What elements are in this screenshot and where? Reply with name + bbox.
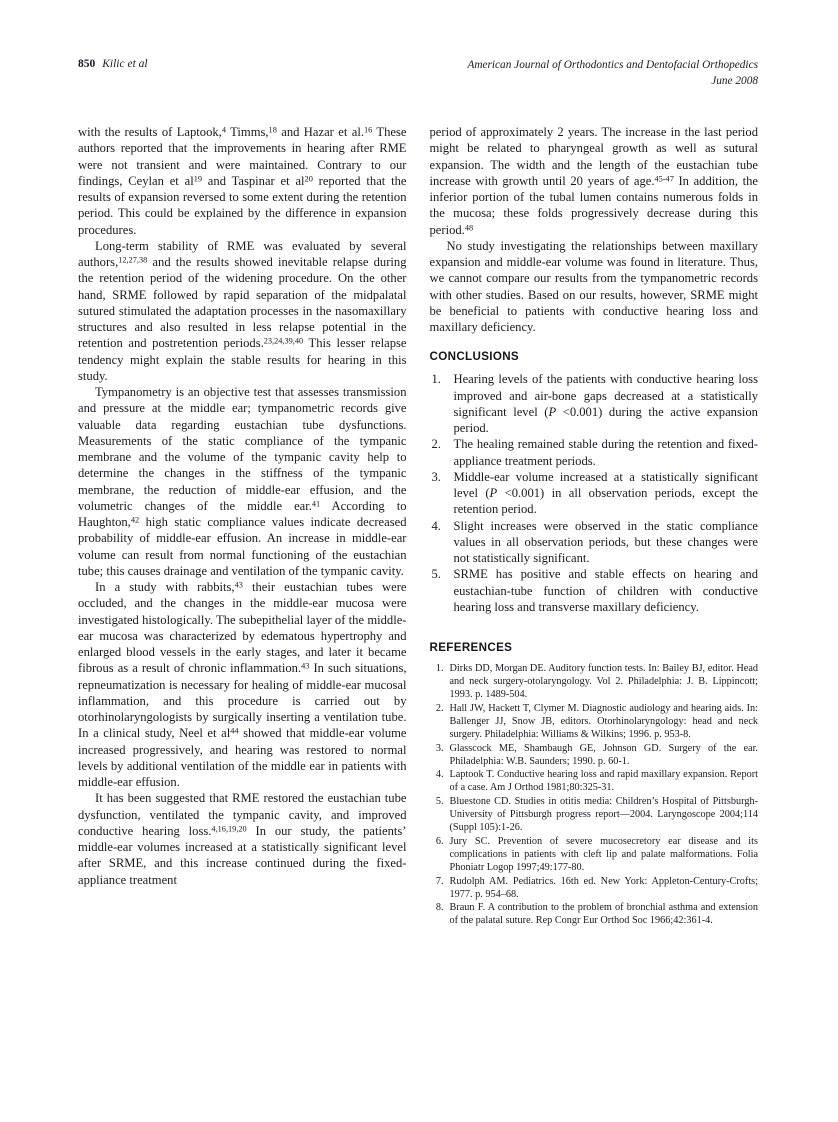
reference-text: Glasscock ME, Shambaugh GE, Johnson GD. Surgery of the ear. Philadelphia: W.B. Saunders; 1990. p. 60-1. (449, 742, 758, 767)
running-head-right (467, 58, 758, 89)
conclusion-number: 1. (431, 372, 441, 387)
references-heading: REFERENCES (429, 641, 513, 654)
reference-number: 1. (435, 663, 444, 674)
paragraph: In a study with rabbits,$^{43}$ their eustachian tubes were occluded, and the changes in the middle-ear mucosa were investigated histologically. The subepithelial layer of the middle-ear mucosa was characterized by edematous hypertrophy and enlarged blood vessels in the early stages, and later it became fibrous as a result of chronic inflammation.$^{43}$ In such situations, repneumatization is necessary for healing of middle-ear mucosal inflammation, and this procedure is carried out by otorhinolaryngologists by surgically inserting a ventilation tube. In a clinical study, Neel et $al^{44}$ showed that middle-ear volume increased progressively, and hearing was restored to normal levels by additional ventilation of the middle ear in patients with middle-ear effusion. (78, 580, 407, 789)
reference-text: Laptook T. Conductive hearing loss and rapid maxillary expansion. Report of a case. Am J Orthod 1981;80:325-31. (449, 769, 758, 794)
paragraph: Tympanometry is an objective test that assesses transmission and pressure at the middle ear; tympanometric records give valuable data regarding eustachian tube dysfunctions. Measurements of the static compliance of the tympanic membrane and the volume of the tympanic cavity help to determine the changes in the stiffness of the tympanic membrane, the reduction of middle-ear effusion, and the volumetric changes of the middle ear.$^{41}$ According to Haughton,$^{42}$ high static compliance values indicate decreased probability of middle-ear effusion. An increase in middle-ear volume can result from normal functioning of the eustachian tube; this causes drainage and ventilation of the tympanic cavity. (78, 385, 407, 578)
paragraph: It has been suggested that RME restored the eustachian tube dysfunction, ventilated the tympanic cavity, and improved conductive hearing loss.$^{4,16,19,20}$ In our study, the patients’ middle-ear volumes increased at a statistically significant level after SRME, and this increase continued during the fixed-appliance treatment (78, 791, 407, 887)
citation-superscript: 4,16,19,20 (211, 824, 247, 834)
reference-text: Bluestone CD. Studies in otitis media: Children’s Hospital of Pittsburgh-University of Pittsburgh progress report—2004. Laryngoscope 2004;114 (Suppl 105):1-26. (449, 795, 758, 834)
reference-item (430, 795, 759, 834)
conclusion-item: 3. Middle-ear volume increased at a statistically significant level (P <0.001) in all observation periods, except the retention period. (431, 469, 758, 517)
spacer-before-references (430, 615, 759, 641)
spacer-after-conclusions-heading (430, 363, 759, 371)
reference-item (430, 768, 759, 794)
reference-item (430, 875, 759, 901)
citation-superscript: 42 (130, 515, 140, 525)
conclusion-number: 2. (431, 437, 441, 452)
citation-superscript: 16 (363, 125, 373, 135)
citation-superscript: 45-47 (654, 174, 674, 184)
running-head-authors: Kilic et al (102, 58, 148, 70)
paragraph: Long-term stability of RME was evaluated by several authors,$^{12,27,38}$ and the results showed inevitable relapse during the retention period of the widening procedure. On the other hand, SRME followed by rapid separation of the midpalatal sutured stimulated the adaptation processes in the nasomaxillary structures and also resulted in less relapse potential in the retention and postretention periods.$^{23,24,39,40}$ This lesser relapse tendency might explain the stable results for hearing in this study. (78, 238, 407, 383)
spacer-before-conclusions (430, 335, 759, 350)
reference-number: 3. (435, 742, 444, 754)
reference-number: 8. (435, 902, 444, 914)
italic-run: P (548, 404, 557, 419)
reference-number: 2. (435, 702, 444, 714)
citation-superscript: 48 (464, 223, 474, 233)
citation-superscript: 23,24,39,40 (263, 336, 304, 346)
reference-item (430, 835, 759, 874)
issue-date: June 2008 (711, 74, 758, 87)
left-column-paragraphs (78, 124, 407, 888)
reference-text: Braun F. A contribution to the problem of bronchial asthma and extension of the palatal suture. Rep Congr Eur Orthod Soc 1966;42:361-4. (449, 902, 758, 927)
right-column-paragraphs (430, 124, 759, 335)
reference-number: 7. (435, 875, 444, 887)
citation-superscript: 44 (230, 726, 239, 736)
reference-text: Hall JW, Hackett T, Clymer M. Diagnostic audiology and hearing aids. In: Ballenger JJ, Snow JB, editors. Otorhinolaryngology: head and neck surgery. Philadelphia: Williams & Wilkins; 1996. p. 953-8. (449, 702, 758, 740)
citation-superscript: 19 (193, 174, 202, 184)
left-column (78, 124, 407, 1069)
paragraph: with the results of Laptook,$^4$ Timms,$^{18}$ and Hazar et al.$^{16}$ These authors reported that the improvements in hearing after RME were not transient and were maintained. Contrary to our findings, Ceylan et $al^{19}$ and Taspinar et $al^{20}$ reported that the results of expansion reversed to some extent during the retention period. This could be explained by the difference in expansion procedures. (78, 125, 407, 237)
journal-title: American Journal of Orthodontics and Dentofacial Orthopedics (467, 59, 758, 71)
conclusion-number: 5. (431, 567, 441, 582)
citation-superscript: 43 (234, 580, 243, 590)
citation-superscript: 12,27,38 (118, 255, 148, 265)
italic-run: P (489, 486, 498, 500)
reference-text: Jury SC. Prevention of severe mucosecretory ear disease and its complications in patients with cleft lip and palate malformations. Folia Phoniatr Logop 1997;49:177-80. (449, 835, 758, 873)
conclusion-number: 4. (431, 518, 441, 533)
citation-superscript: 43 (301, 661, 310, 671)
paragraph: No study investigating the relationships between maxillary expansion and middle-ear volume was found in literature. Thus, we cannot compare our results from the tympanometric records with other studies. Based on our results, however, SRME might be beneficial to patients with conductive hearing loss and maxillary deficiency. (429, 238, 758, 334)
citation-superscript: 20 (304, 174, 313, 184)
paragraph: period of approximately 2 years. The increase in the last period might be related to pharyngeal growth as well as sutural expansion. The width and the length of the eustachian tube increase with growth until 20 years of age.$^{45-47}$ In addition, the inferior portion of the tubal lumen contains numerous folds in the mucosa; these folds progressively decrease during this period.$^{48}$ (429, 125, 759, 237)
references-list (430, 662, 759, 927)
conclusions-heading: CONCLUSIONS (429, 350, 520, 364)
reference-number: 4. (435, 769, 444, 781)
conclusion-number: 3. (431, 469, 441, 484)
two-column-body (78, 124, 758, 1069)
reference-text: Dirks DD, Morgan DE. Auditory function tests. In: Bailey BJ, editor. Head and neck surgery-otolaryngology. Vol 2. Philadelphia: J. B. Lippincott; 1993. p. 1489-504. (449, 663, 758, 701)
reference-item (430, 662, 759, 701)
reference-text: Rudolph AM. Pediatrics. 16th ed. New York: Appleton-Century-Crofts; 1977. p. 954–68. (449, 875, 758, 900)
reference-item (430, 742, 759, 768)
citation-superscript: 41 (311, 499, 321, 509)
reference-item (430, 901, 759, 927)
reference-item (430, 702, 759, 741)
conclusion-item: 1. Hearing levels of the patients with conductive hearing loss improved and air-bone gaps decreased at a statistically significant level (P <0.001) during the active expansion period. (431, 372, 758, 435)
citation-superscript: 4 (221, 125, 226, 135)
right-column (430, 124, 759, 1069)
reference-number: 5. (435, 795, 444, 807)
reference-number: 6. (435, 835, 444, 847)
conclusion-item: 4. Slight increases were observed in the static compliance values in all observation periods, but these changes were not statistically significant. (431, 518, 758, 565)
spacer-after-references-heading (430, 654, 759, 662)
citation-superscript: 18 (268, 125, 277, 135)
conclusion-item: 5. SRME has positive and stable effects on hearing and eustachian-tube function of children with conductive hearing loss and transverse maxillary deficiency. (431, 567, 758, 614)
conclusion-item: 2. The healing remained stable during the retention and fixed-appliance treatment periods. (431, 437, 758, 468)
page-number: 850 (78, 58, 96, 70)
running-head (78, 58, 758, 89)
conclusions-list (430, 371, 759, 615)
running-head-left (78, 58, 148, 70)
